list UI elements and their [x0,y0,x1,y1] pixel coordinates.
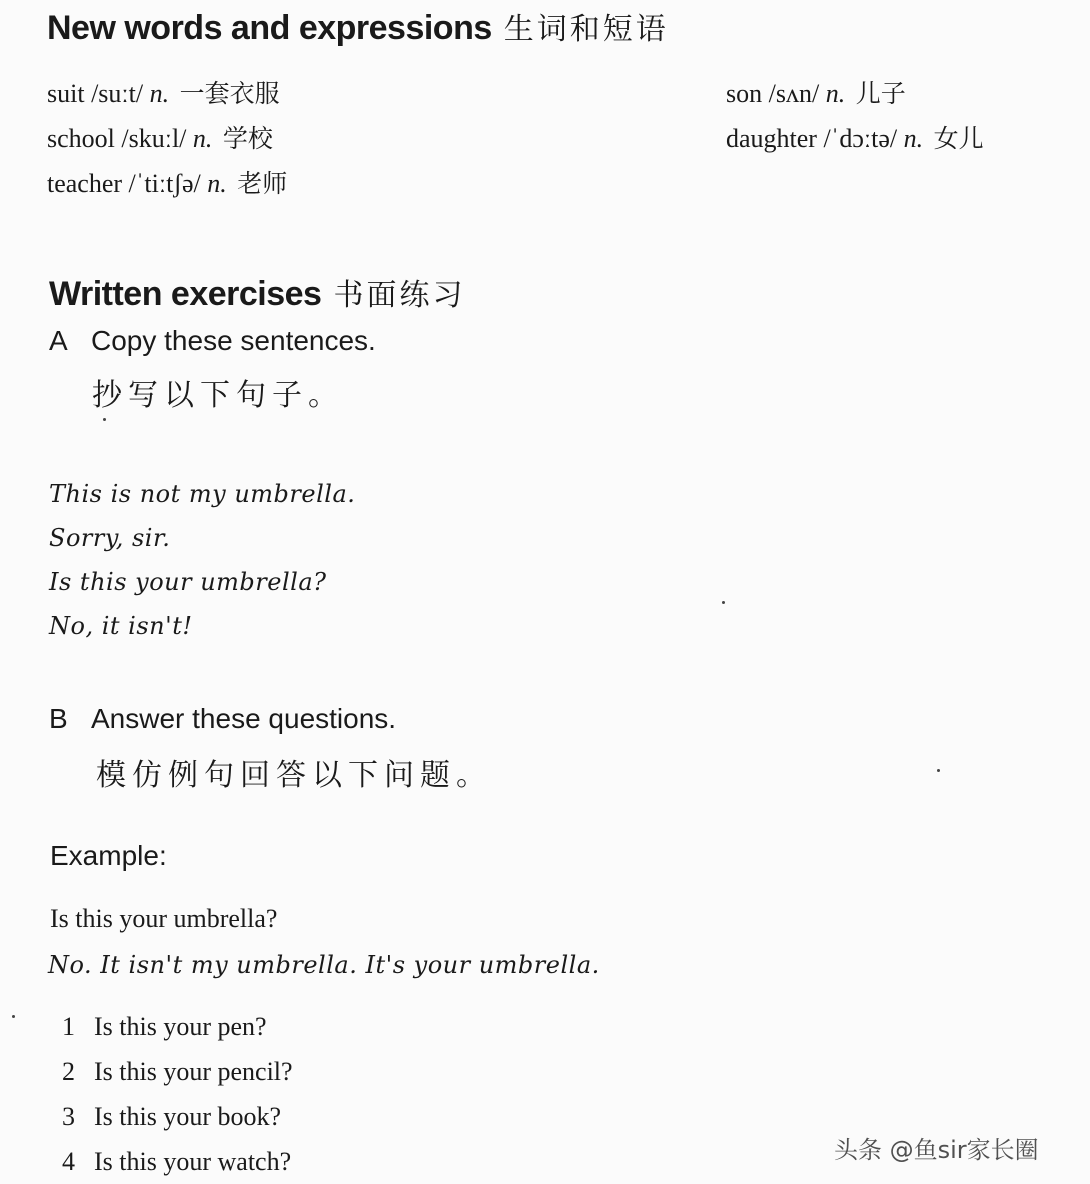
vocab-word: suit [47,79,85,108]
section-title: New words and expressions [47,9,492,47]
question-text: Is this your pen? [94,1012,267,1041]
vocab-translation: 学校 [222,124,273,153]
vocab-pos: n. [192,124,213,153]
question-number: 4 [62,1147,75,1176]
question-number: 3 [62,1102,75,1131]
exercise-instruction-text: Copy these sentences. [91,325,376,356]
copy-sentence: Sorry, sir. [49,524,171,552]
question-number: 1 [62,1012,75,1041]
vocab-translation: 儿子 [855,79,906,108]
exercise-a-instruction [49,325,376,357]
scan-speck [103,418,106,421]
vocab-translation: 女儿 [933,124,984,153]
section-title-zh: 书面练习 [333,278,466,313]
section-written-exercises-heading [49,270,465,314]
vocab-ipa: /suːt/ [91,79,144,108]
vocab-word: daughter [726,124,817,153]
question-item [62,1057,293,1087]
vocab-word: teacher [47,169,123,198]
vocab-entry-daughter [726,119,984,155]
vocab-ipa: /sʌn/ [768,79,820,108]
copy-sentence: No, it isn't! [49,612,193,640]
example-question: Is this your umbrella? [50,904,278,933]
scan-speck [937,769,940,772]
vocab-pos: n. [903,124,924,153]
vocab-ipa: /ˈtiːtʃə/ [128,169,201,198]
example-label: Example: [50,840,167,871]
exercise-b-instruction-zh: 模仿例句回答以下问题。 [96,758,492,793]
exercise-letter: B [49,703,68,734]
copy-sentence: This is not my umbrella. [49,480,356,508]
question-item [62,1147,291,1177]
question-text: Is this your pencil? [94,1057,293,1086]
vocab-ipa: /ˈdɔːtə/ [823,124,898,153]
vocab-pos: n. [149,79,170,108]
vocab-entry-son [726,74,906,110]
exercise-letter: A [49,325,68,356]
vocab-word: school [47,124,115,153]
exercise-b-instruction [49,703,396,735]
question-text: Is this your book? [94,1102,282,1131]
vocab-ipa: /skuːl/ [121,124,187,153]
question-item [62,1012,267,1042]
vocab-entry-suit [47,74,280,110]
vocab-entry-teacher [47,164,287,200]
question-text: Is this your watch? [94,1147,292,1176]
vocab-pos: n. [207,169,227,198]
exercise-a-instruction-zh: 抄写以下句子。 [92,378,344,413]
example-answer: No. It isn't my umbrella. It's your umbrella. [48,951,600,979]
question-item [62,1102,281,1132]
section-title-zh: 生词和短语 [503,12,669,47]
vocab-entry-school [47,119,273,155]
copy-sentence: Is this your umbrella? [49,568,327,596]
vocab-pos: n. [825,79,846,108]
section-new-words-heading [47,4,669,48]
section-title: Written exercises [49,275,322,313]
exercise-instruction-text: Answer these questions. [91,703,397,734]
vocab-translation: 老师 [237,169,288,198]
vocab-translation: 一套衣服 [179,79,280,108]
question-number: 2 [62,1057,75,1086]
watermark: 头条 @鱼sir家长圈 [834,1136,1039,1164]
scan-speck [12,1015,15,1018]
vocab-word: son [726,79,763,108]
scan-speck [722,601,725,604]
